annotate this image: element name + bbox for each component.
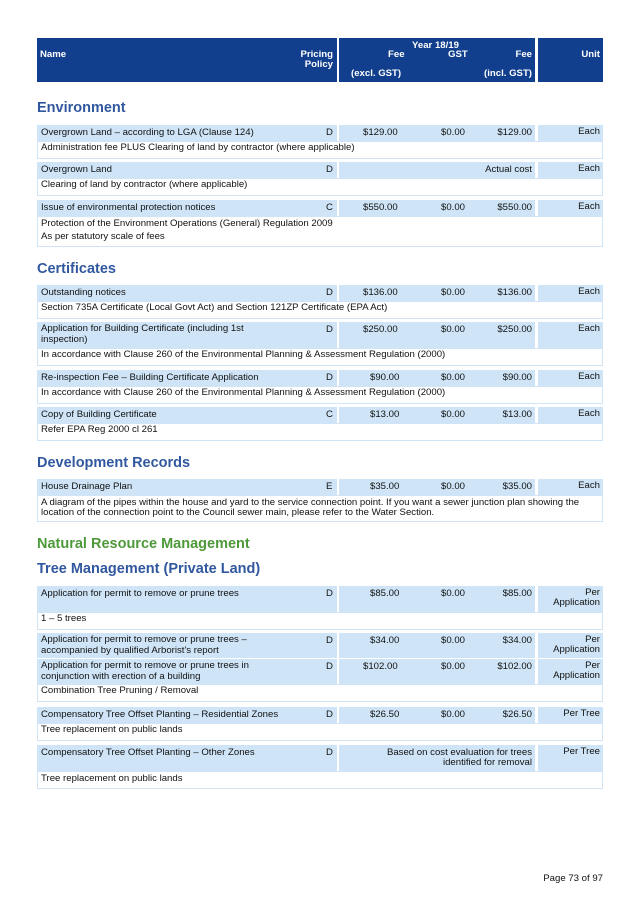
row-policy: D [326, 635, 333, 646]
fee-row [37, 407, 603, 423]
row-name: Copy of Building Certificate [41, 409, 157, 420]
row-policy: D [326, 372, 333, 383]
row-unit: Each [578, 323, 600, 334]
row-fee-excl: $13.00 [370, 409, 400, 420]
header-fee-incl: Fee [515, 49, 532, 60]
section-development-records: Development Records [37, 455, 191, 471]
row-note: Administration fee PLUS Clearing of land by contractor (where applicable) [37, 141, 603, 159]
row-fee-excl: $136.00 [363, 287, 398, 298]
row-policy: D [326, 164, 333, 175]
header-year-cell [339, 38, 535, 82]
section-nrm: Natural Resource Management [37, 536, 250, 552]
row-unit: Each [578, 371, 600, 382]
row-policy: D [326, 588, 333, 599]
row-note: Section 735A Certificate (Local Govt Act) and Section 121ZP Certificate (EPA Act) [37, 301, 603, 319]
header-pricing-line1: Pricing [300, 49, 333, 60]
row-name: House Drainage Plan [41, 481, 133, 492]
row-fee-excl: $35.00 [370, 481, 400, 492]
row-unit-line2: Application [553, 644, 600, 655]
row-unit: Each [578, 163, 600, 174]
row-fee-incl: $34.00 [502, 635, 532, 646]
row-gst: $0.00 [441, 324, 466, 335]
fee-row [37, 745, 603, 771]
row-fee-incl: $26.50 [502, 709, 532, 720]
fee-row [37, 633, 603, 658]
row-fee-text-line1: Based on cost evaluation for trees [386, 747, 532, 758]
row-fee-excl: $129.00 [363, 127, 398, 138]
row-name: Application for permit to remove or prune trees – accompanied by qualified Arborist's report [41, 634, 247, 656]
row-gst: $0.00 [441, 588, 466, 599]
row-unit: Each [578, 480, 600, 491]
fee-row [37, 586, 603, 612]
row-gst: $0.00 [441, 287, 466, 298]
header-name: Name [40, 49, 67, 60]
fee-row [37, 125, 603, 141]
row-note: Clearing of land by contractor (where applicable) [37, 178, 603, 196]
row-gst: $0.00 [441, 127, 466, 138]
header-year: Year 18/19 [412, 40, 459, 51]
row-policy: D [326, 709, 333, 720]
row-name: Application for permit to remove or prune trees [41, 588, 239, 599]
row-fee-excl: $102.00 [363, 661, 398, 672]
row-note: In accordance with Clause 260 of the Environmental Planning & Assessment Regulation (2000) [37, 386, 603, 404]
row-fee-incl: $129.00 [497, 127, 532, 138]
header-fee-excl: Fee [388, 49, 405, 60]
row-gst: $0.00 [441, 372, 466, 383]
row-policy: D [326, 661, 333, 672]
fee-row [37, 659, 603, 684]
row-policy: C [326, 202, 333, 213]
row-note: In accordance with Clause 260 of the Environmental Planning & Assessment Regulation (2000) [37, 348, 603, 366]
header-name-cell [37, 38, 337, 82]
fee-row [37, 322, 603, 348]
row-unit: Per Tree [563, 746, 600, 757]
row-gst: $0.00 [441, 409, 466, 420]
row-unit-line2: Application [553, 597, 600, 608]
row-fee-incl: $35.00 [502, 481, 532, 492]
row-note: Combination Tree Pruning / Removal [37, 684, 603, 702]
row-policy: D [326, 127, 333, 138]
row-name: Overgrown Land – according to LGA (Clause 124) [41, 127, 254, 138]
row-note: A diagram of the pipes within the house and yard to the service connection point. If you want a sewer junction plan showing the location of the connection point to the Council sewer main, please refer to the Water Section. [37, 495, 603, 522]
row-fee-text-line2: identified for removal [442, 757, 532, 768]
row-policy: D [326, 747, 333, 758]
row-name: Outstanding notices [41, 287, 126, 298]
row-unit-line2: Application [553, 670, 600, 681]
row-unit-line1: Per [585, 660, 600, 671]
header-fee-excl-sub: (excl. GST) [351, 68, 402, 79]
row-fee-incl: $13.00 [502, 409, 532, 420]
row-note: Protection of the Environment Operations (General) Regulation 2009 As per statutory scale of fees [37, 216, 603, 247]
fee-row [37, 479, 603, 495]
row-policy: C [326, 409, 333, 420]
page-number: Page 73 of 97 [543, 873, 603, 884]
fee-row [37, 285, 603, 301]
row-unit: Per Tree [563, 708, 600, 719]
row-fee-incl: Actual cost [485, 164, 532, 175]
header-unit-cell [538, 38, 603, 82]
row-policy: D [326, 324, 333, 335]
row-unit-line1: Per [585, 634, 600, 645]
row-fee-excl: $34.00 [370, 635, 400, 646]
row-note: Tree replacement on public lands [37, 723, 603, 741]
row-name: Application for Building Certificate (including 1st inspection) [41, 323, 244, 345]
row-gst: $0.00 [441, 635, 466, 646]
row-name: Re-inspection Fee – Building Certificate Application [41, 372, 259, 383]
row-name: Issue of environmental protection notices [41, 202, 216, 213]
fee-row [37, 707, 603, 723]
row-note: Refer EPA Reg 2000 cl 261 [37, 423, 603, 441]
row-gst: $0.00 [441, 709, 466, 720]
row-unit: Each [578, 126, 600, 137]
row-policy: E [326, 481, 333, 492]
row-fee-incl: $250.00 [497, 324, 532, 335]
row-name: Compensatory Tree Offset Planting – Residential Zones [41, 709, 279, 720]
header-fee-incl-sub: (incl. GST) [484, 68, 532, 79]
row-unit: Each [578, 286, 600, 297]
row-name: Compensatory Tree Offset Planting – Other Zones [41, 747, 255, 758]
header-gst: GST [448, 49, 468, 60]
section-tree-management: Tree Management (Private Land) [37, 561, 261, 577]
row-fee-excl: $250.00 [363, 324, 398, 335]
row-gst: $0.00 [441, 661, 466, 672]
row-unit: Each [578, 408, 600, 419]
row-fee-excl: $85.00 [370, 588, 400, 599]
row-name: Application for permit to remove or prune trees in conjunction with erection of a building [41, 660, 249, 682]
fee-row [37, 200, 603, 216]
header-pricing-line2: Policy [304, 59, 333, 70]
row-policy: D [326, 287, 333, 298]
section-certificates: Certificates [37, 261, 116, 277]
row-gst: $0.00 [441, 481, 466, 492]
row-fee-excl: $90.00 [370, 372, 400, 383]
fee-row [37, 370, 603, 386]
header-unit: Unit [581, 49, 600, 60]
section-environment: Environment [37, 100, 126, 116]
row-fee-incl: $102.00 [497, 661, 532, 672]
row-unit: Each [578, 201, 600, 212]
row-fee-excl: $26.50 [370, 709, 400, 720]
row-note: Tree replacement on public lands [37, 771, 603, 789]
row-fee-incl: $85.00 [502, 588, 532, 599]
row-name: Overgrown Land [41, 164, 112, 175]
row-unit-line1: Per [585, 587, 600, 598]
row-note: 1 – 5 trees [37, 612, 603, 630]
row-gst: $0.00 [441, 202, 466, 213]
row-fee-incl: $136.00 [497, 287, 532, 298]
table-header [37, 38, 603, 82]
row-fee-excl: $550.00 [363, 202, 398, 213]
row-fee-incl: $90.00 [502, 372, 532, 383]
fee-row [37, 162, 603, 178]
row-fee-incl: $550.00 [497, 202, 532, 213]
